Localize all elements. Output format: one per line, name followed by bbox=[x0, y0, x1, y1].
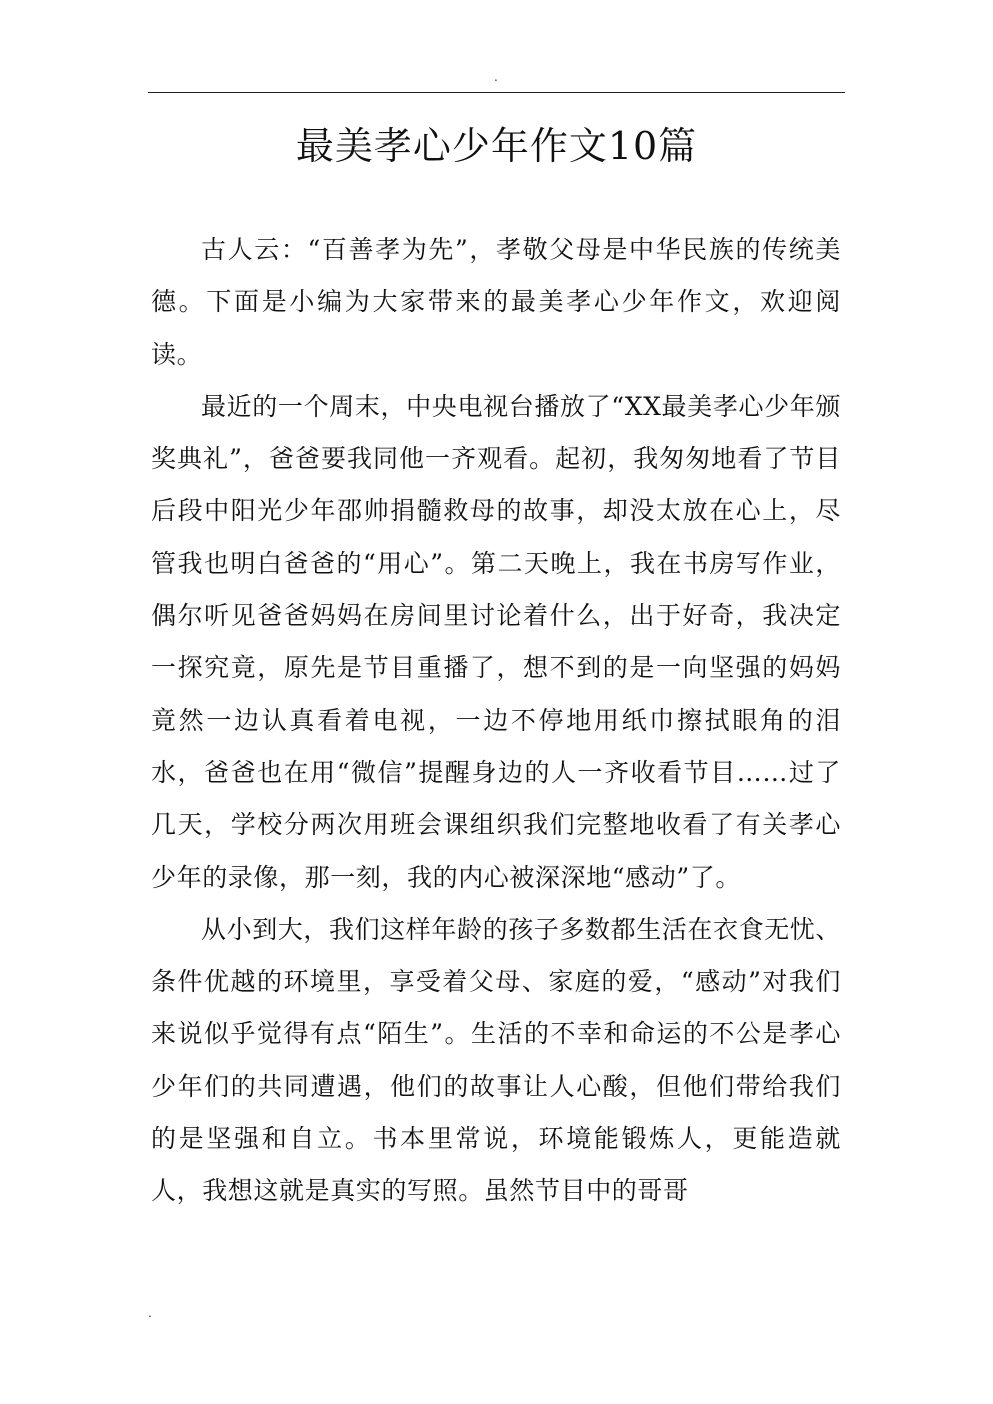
paragraph-intro: 古人云：“百善孝为先”，孝敬父母是中华民族的传统美德。下面是小编为大家带来的最美孝心少年作文，欢迎阅读。 bbox=[151, 235, 841, 369]
header-mark: . bbox=[494, 70, 498, 84]
paragraph-weekend: 最近的一个周末，中央电视台播放了“XX最美孝心少年颁奖典礼”，爸爸要我同他一齐观看。起初，我匆匆地看了节目后段中阳光少年邵帅捐髓救母的故事，却没太放在心上，尽管我也明白爸爸的“用心”。第二天晚上，我在书房写作业，偶尔听见爸爸妈妈在房间里讨论着什么，出于好奇，我决定一探究竟，原先是节目重播了，想不到的是一向坚强的妈妈竟然一边认真看着电视，一边不停地用纸巾擦拭眼角的泪水，爸爸也在用“微信”提醒身边的人一齐收看节目……过了几天，学校分两次用班会课组织我们完整地收看了有关孝心少年的录像，那一刻，我的内心被深深地“感动”了。 bbox=[151, 391, 841, 892]
footer-mark: . bbox=[148, 1306, 152, 1320]
document-body bbox=[151, 224, 841, 1218]
paragraph-growing-up: 从小到大，我们这样年龄的孩子多数都生活在衣食无忧、条件优越的环境里，享受着父母、家庭的爱，“感动”对我们来说似乎觉得有点“陌生”。生活的不幸和命运的不公是孝心少年们的共同遭遇，他们的故事让人心酸，但他们带给我们的是坚强和自立。书本里常说，环境能锻炼人，更能造就人，我想这就是真实的写照。虽然节目中的哥哥 bbox=[151, 914, 842, 1206]
header-rule bbox=[148, 92, 845, 93]
document-title: 最美孝心少年作文10篇 bbox=[295, 124, 698, 168]
